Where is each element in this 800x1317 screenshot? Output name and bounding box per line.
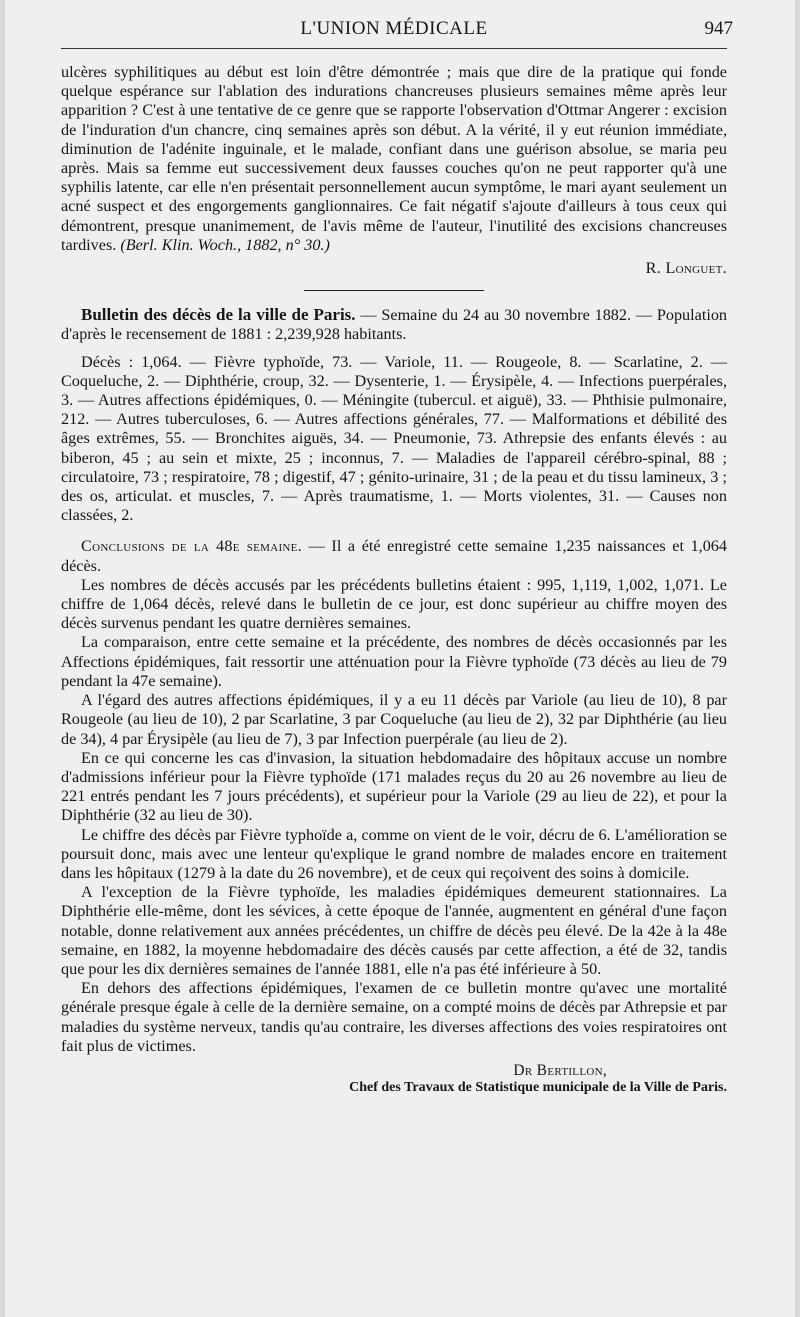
- bulletin-title: Bulletin des décès de la ville de Paris.: [81, 305, 356, 325]
- section-divider: [304, 290, 484, 291]
- conclusions-paragraph: Le chiffre des décès par Fièvre typhoïde a, comme on vient de le voir, décru de 6. L'amélioration se poursuit donc, mais avec une lenteur qu'explique le grand nombre de malades encore en traitement dans les hôpitaux (1279 à la date du 26 novembre), et de ceux qui reçoivent des soins à domicile.: [61, 825, 727, 882]
- bulletin-section: [61, 305, 727, 525]
- conclusions-paragraph: A l'exception de la Fièvre typhoïde, les maladies épidémiques demeurent stationnaires. La Diphthérie elle-même, dont les sévices, à cette époque de l'année, augmentent en général d'une façon notable, donne relativement aux années précédentes, un chiffre de décès peu élevé. De la 42e à la 48e semaine, en 1882, la moyenne hebdomadaire des décès causés par cette affection, a été de 32, tandis que pour les dix dernières semaines de l'année 1881, elle n'a pas été inférieure à 50.: [61, 883, 727, 978]
- bulletin-heading: [61, 305, 727, 344]
- page-number: 947: [704, 18, 733, 39]
- article-text: ulcères syphilitiques au début est loin d'être démontrée ; mais que dire de la pratique qui fonde quelque espérance sur l'ablation des indurations chancreuses plusieurs semaines même après leur apparition ? C'est à une tentative de ce genre que se rapporte l'observation d'Ottmar Angerer : excision de l'induration d'un chancre, cinq semaines après son début. A la vérité, il y eut réunion immédiate, diminution de l'adénite inguinale, et le malade, confiant dans une guérison absolue, se maria peu après. Mais sa femme eut successivement deux fausses couches qu'on ne peut rapporter qu'à une syphilis latente, car elle n'en présentait personnellement aucun symptôme, le mari ayant seulement un acné suspect et des engorgements ganglionnaires. Ce fait négatif s'ajoute d'ailleurs à tous ceux qui démontrent, presque unanimement, de l'avis même de l'auteur, l'inutilité des excisions chancreuses tardives.: [61, 63, 727, 254]
- newspaper-page: [5, 0, 795, 1317]
- conclusions-paragraph: Les nombres de décès accusés par les précédents bulletins étaient : 995, 1,119, 1,002, 1,071. Le chiffre de 1,064 décès, relevé dans le bulletin de ce jour, est donc supérieur au chiffre moyen des décès survenus pendant les quatre dernières semaines.: [61, 575, 727, 633]
- article-citation: (Berl. Klin. Woch., 1882, n° 30.): [120, 235, 330, 254]
- signatory-title: Chef des Travaux de Statistique municipale de la Ville de Paris.: [349, 1079, 727, 1095]
- deaths-paragraph: Décès : 1,064. — Fièvre typhoïde, 73. — Variole, 11. — Rougeole, 8. — Scarlatine, 2. — Coqueluche, 2. — Diphthérie, croup, 32. — Dysenterie, 1. — Érysipèle, 4. — Infections puerpérales, 3. — Autres affections épidémiques, 0. — Méningite (tubercul. et aiguë), 33. — Phthisie pulmonaire, 212. — Autres tuberculoses, 6. — Autres affections générales, 77. — Malformations et débilité des âges extrêmes, 55. — Bronchites aiguës, 34. — Pneumonie, 73. Athrepsie des enfants élevés : au biberon, 45 ; au sein et mixte, 25 ; inconnus, 7. — Maladies de l'appareil cérébro-spinal, 88 ; circulatoire, 73 ; respiratoire, 78 ; digestif, 47 ; génito-urinaire, 31 ; de la peau et du tissu lamineux, 3 ; des os, articulat. et muscles, 7. — Après traumatisme, 1. — Morts violentes, 31. — Causes non classées, 2.: [61, 352, 727, 525]
- conclusions-section: [61, 537, 727, 1055]
- bulletin-subtitle: — Semaine du 24 au 30 novembre 1882. — Population d'après le recensement de 1881 : 2,239,928 habitants.: [61, 306, 728, 344]
- signatory-name: Dr Bertillon,: [513, 1061, 607, 1079]
- conclusions-label: Conclusions de la 48e semaine.: [81, 537, 303, 556]
- conclusions-paragraph: En ce qui concerne les cas d'invasion, la situation hebdomadaire des hôpitaux accuse un nombre d'admissions inférieur pour la Fièvre typhoïde (171 malades reçus du 20 au 26 novembre au lieu de 221 entrés pendant les 7 jours précédents), et supérieur pour la Variole (29 au lieu de 22), et pour la Diphthérie (32 au lieu de 30).: [61, 748, 727, 825]
- running-title: L'UNION MÉDICALE: [300, 18, 488, 39]
- article-continuation: [61, 63, 727, 278]
- conclusions-paragraph: A l'égard des autres affections épidémiques, il y a eu 11 décès par Variole (au lieu de 10), 8 par Rougeole (au lieu de 10), 2 par Scarlatine, 3 par Coqueluche (au lieu de 2), 32 par Diphthérie (au lieu de 34), 4 par Érysipèle (au lieu de 7), 3 par Infection puerpérale (au lieu de 2).: [61, 691, 727, 748]
- bulletin-signature: [61, 1062, 727, 1096]
- article-body: [61, 63, 727, 255]
- page-header: [61, 18, 733, 49]
- conclusions-intro: [61, 537, 727, 575]
- author-name: R. Longuet.: [645, 259, 727, 278]
- conclusions-text: — Il a été enregistré cette semaine 1,235 naissances et 1,064 décès.: [61, 537, 727, 575]
- article-signature: [61, 259, 727, 278]
- conclusions-paragraph: En dehors des affections épidémiques, l'examen de ce bulletin montre qu'avec une mortalité générale presque égale à celle de la dernière semaine, on a compté moins de décès par Athrepsie et par maladies du système nerveux, tandis qu'au contraire, les diverses affections des voies respiratoires ont fait plus de victimes.: [61, 979, 727, 1055]
- conclusions-paragraph: La comparaison, entre cette semaine et la précédente, des nombres de décès occasionnés par les Affections épidémiques, fait ressortir une atténuation pour la Fièvre typhoïde (73 décès au lieu de 79 pendant la 47e semaine).: [61, 633, 727, 690]
